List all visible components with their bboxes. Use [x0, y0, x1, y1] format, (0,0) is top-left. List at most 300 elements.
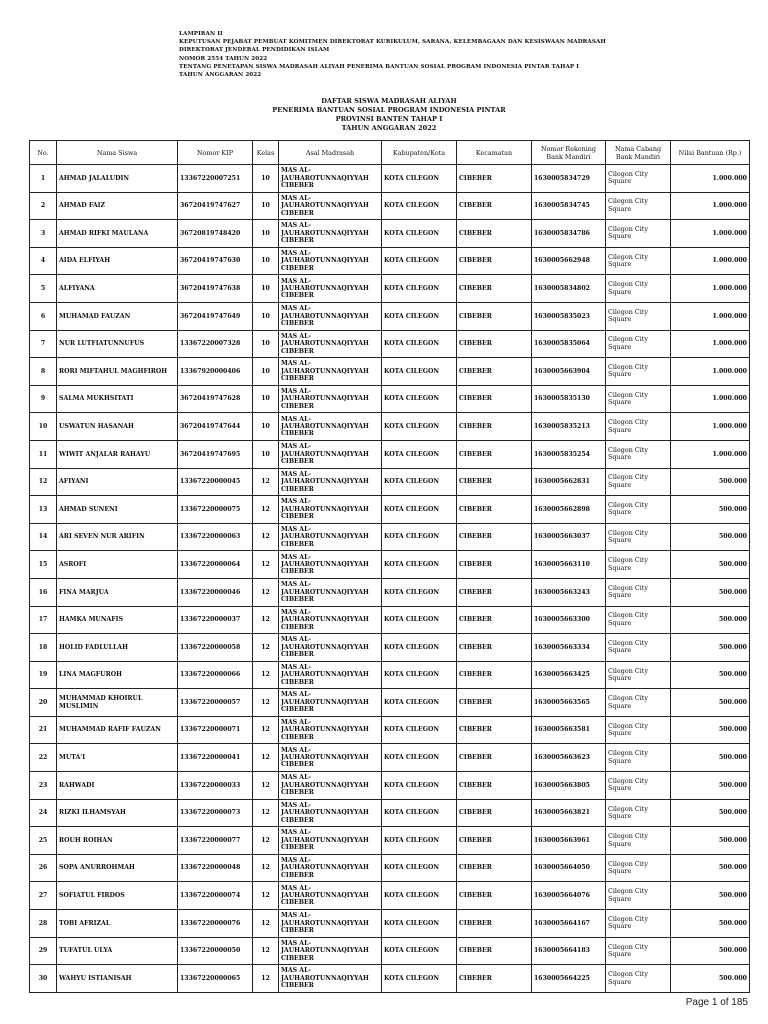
- cell-no: 8: [30, 358, 57, 386]
- cell-kecamatan: CIBEBER: [457, 385, 532, 413]
- madrasah-line: MAS AL-: [281, 581, 311, 589]
- cell-kip: 13367220000033: [178, 772, 253, 800]
- cabang-line: Square: [608, 729, 632, 738]
- cell-rekening: 1630005663805: [532, 772, 606, 800]
- cell-cabang: [606, 716, 671, 744]
- madrasah-line: CIBEBER: [281, 899, 314, 907]
- madrasah-line: CIBEBER: [281, 761, 314, 769]
- cell-kabupaten: KOTA CILEGON: [382, 634, 457, 662]
- madrasah-line: CIBEBER: [281, 182, 314, 189]
- cell-madrasah: [279, 744, 382, 772]
- cell-rekening: 1630005835130: [532, 385, 606, 413]
- cell-nama: WIWIT ANJALAR RAHAYU: [57, 440, 178, 468]
- cell-madrasah: [279, 275, 382, 303]
- cell-no: 9: [30, 385, 57, 413]
- madrasah-line: MAS AL-: [281, 967, 311, 975]
- cell-kecamatan: CIBEBER: [457, 606, 532, 634]
- cell-nilai: 500.000: [671, 965, 750, 993]
- cell-nama: AHMAD RIFKI MAULANA: [57, 220, 178, 248]
- cell-nilai: 1.000.000: [671, 385, 750, 413]
- table-row: [30, 772, 750, 800]
- table-row: [30, 302, 750, 330]
- cell-cabang: [606, 772, 671, 800]
- cabang-line: Square: [608, 370, 632, 379]
- madrasah-line: CIBEBER: [281, 237, 314, 245]
- madrasah-line: MAS AL-: [281, 553, 311, 561]
- madrasah-line: MAS AL-: [281, 636, 311, 644]
- cell-nama: MUHAMMAD RAFIF FAUZAN: [57, 716, 178, 744]
- cell-kabupaten: KOTA CILEGON: [382, 165, 457, 193]
- col-header-cabang: Nama Cabang Bank Mandiri: [606, 141, 671, 165]
- cabang-line: Cilegon City: [608, 418, 648, 427]
- cell-rekening: 1630005835213: [532, 413, 606, 441]
- cell-nama: LINA MAGFUROH: [57, 661, 178, 689]
- cabang-line: Cilegon City: [608, 638, 648, 647]
- cell-kelas: 12: [253, 496, 279, 524]
- cabang-line: Square: [608, 204, 632, 213]
- cell-kelas: 12: [253, 772, 279, 800]
- cell-nama: TUFATUL ULYA: [57, 937, 178, 965]
- table-row: [30, 551, 750, 579]
- cabang-line: Square: [608, 342, 632, 351]
- cell-kip: 36720819748420: [178, 220, 253, 248]
- cell-kelas: 12: [253, 744, 279, 772]
- madrasah-line: JAUHAROTUNNAQIYYAH: [281, 533, 369, 541]
- table-row: [30, 634, 750, 662]
- cabang-line: Square: [608, 756, 632, 765]
- cell-madrasah: [279, 772, 382, 800]
- cabang-line: Cilegon City: [608, 887, 648, 896]
- madrasah-line: JAUHAROTUNNAQIYYAH: [281, 726, 369, 734]
- cell-rekening: 1630005663623: [532, 744, 606, 772]
- cell-kabupaten: KOTA CILEGON: [382, 744, 457, 772]
- cell-kecamatan: CIBEBER: [457, 523, 532, 551]
- cell-kip: 13367220000075: [178, 496, 253, 524]
- cell-nama: AIDA ELFIYAH: [57, 247, 178, 275]
- cell-madrasah: [279, 606, 382, 634]
- cell-madrasah: [279, 661, 382, 689]
- cell-madrasah: [279, 247, 382, 275]
- cell-cabang: [606, 247, 671, 275]
- cell-nama: AHMAD FAIZ: [57, 192, 178, 220]
- cell-kip: 36720419747644: [178, 413, 253, 441]
- cell-kabupaten: KOTA CILEGON: [382, 854, 457, 882]
- cell-kip: 36720419747649: [178, 302, 253, 330]
- cell-kip: 13367220000057: [178, 689, 253, 717]
- table-row: [30, 744, 750, 772]
- cell-kelas: 10: [253, 275, 279, 303]
- madrasah-line: CIBEBER: [281, 733, 314, 741]
- cell-kip: 13367220007328: [178, 330, 253, 358]
- cell-no: 20: [30, 689, 57, 717]
- table-row: [30, 661, 750, 689]
- table-row: [30, 882, 750, 910]
- cabang-line: Cilegon City: [608, 970, 648, 979]
- cell-rekening: 1630005834802: [532, 275, 606, 303]
- cell-rekening: 1630005664183: [532, 937, 606, 965]
- cell-kabupaten: KOTA CILEGON: [382, 302, 457, 330]
- cabang-line: Square: [608, 453, 632, 462]
- cell-kelas: 12: [253, 634, 279, 662]
- madrasah-line: CIBEBER: [281, 347, 314, 355]
- cell-cabang: [606, 220, 671, 248]
- cabang-line: Cilegon City: [608, 280, 648, 289]
- cell-nama: ROUH ROIHAN: [57, 827, 178, 855]
- madrasah-line: CIBEBER: [281, 402, 314, 410]
- col-header-kip: Nomor KIP: [178, 141, 253, 165]
- header-line: TAHUN ANGGARAN 2022: [179, 71, 262, 78]
- cell-no: 26: [30, 854, 57, 882]
- cell-nilai: 1.000.000: [671, 302, 750, 330]
- cabang-line: Cilegon City: [608, 473, 648, 482]
- madrasah-line: CIBEBER: [281, 319, 314, 327]
- cabang-line: Square: [608, 646, 632, 655]
- madrasah-line: CIBEBER: [281, 292, 314, 300]
- cabang-line: Square: [608, 315, 632, 324]
- madrasah-line: CIBEBER: [281, 706, 314, 714]
- cell-cabang: [606, 330, 671, 358]
- cell-kelas: 10: [253, 330, 279, 358]
- cell-nilai: 500.000: [671, 523, 750, 551]
- cell-kabupaten: KOTA CILEGON: [382, 799, 457, 827]
- cell-nilai: 500.000: [671, 744, 750, 772]
- cabang-line: Cilegon City: [608, 583, 648, 592]
- cabang-line: Cilegon City: [608, 335, 648, 344]
- col-header-nilai: Nilai Bantuan (Rp.): [671, 141, 750, 165]
- cabang-line: Cilegon City: [608, 169, 648, 178]
- cabang-line: Cilegon City: [608, 611, 648, 620]
- cell-nilai: 500.000: [671, 689, 750, 717]
- cell-kecamatan: CIBEBER: [457, 220, 532, 248]
- cabang-line: Cilegon City: [608, 225, 648, 234]
- title-line: PROVINSI BANTEN TAHAP I: [335, 115, 443, 123]
- cell-kecamatan: CIBEBER: [457, 965, 532, 993]
- madrasah-line: JAUHAROTUNNAQIYYAH: [281, 643, 369, 651]
- madrasah-line: MAS AL-: [281, 167, 311, 175]
- cell-nama: FINA MARJUA: [57, 578, 178, 606]
- cell-no: 15: [30, 551, 57, 579]
- cell-nilai: 1.000.000: [671, 192, 750, 220]
- madrasah-line: MAS AL-: [281, 498, 311, 506]
- cell-kip: 36720419747628: [178, 385, 253, 413]
- cell-kip: 13367220000066: [178, 661, 253, 689]
- cell-kip: 13367920000406: [178, 358, 253, 386]
- cell-kecamatan: CIBEBER: [457, 192, 532, 220]
- cell-nama: HOLID FADLULLAH: [57, 634, 178, 662]
- cell-kabupaten: KOTA CILEGON: [382, 496, 457, 524]
- cell-cabang: [606, 854, 671, 882]
- cell-rekening: 1630005663904: [532, 358, 606, 386]
- cell-rekening: 1630005663821: [532, 799, 606, 827]
- cell-cabang: [606, 358, 671, 386]
- cabang-line: Cilegon City: [608, 859, 648, 868]
- cell-kip: 13367220000041: [178, 744, 253, 772]
- cell-rekening: 1630005663334: [532, 634, 606, 662]
- cell-no: 6: [30, 302, 57, 330]
- cabang-line: Cilegon City: [608, 942, 648, 951]
- table-row: [30, 358, 750, 386]
- cell-kelas: 12: [253, 551, 279, 579]
- cell-nilai: 500.000: [671, 606, 750, 634]
- cell-kip: 13367220000074: [178, 882, 253, 910]
- cell-kecamatan: CIBEBER: [457, 302, 532, 330]
- cell-kip: 13367220000045: [178, 468, 253, 496]
- cell-rekening: 1630005664225: [532, 965, 606, 993]
- cell-nama: MUHAMAD FAUZAN: [57, 302, 178, 330]
- header-line: NOMOR 2554 TAHUN 2022: [179, 55, 268, 62]
- cell-kabupaten: KOTA CILEGON: [382, 716, 457, 744]
- madrasah-line: MAS AL-: [281, 305, 311, 313]
- madrasah-line: JAUHAROTUNNAQIYYAH: [281, 616, 369, 624]
- cabang-line: Square: [608, 425, 632, 434]
- table-row: [30, 413, 750, 441]
- madrasah-line: JAUHAROTUNNAQIYYAH: [281, 781, 369, 789]
- cell-nilai: 500.000: [671, 937, 750, 965]
- cell-nilai: 500.000: [671, 716, 750, 744]
- table-row: [30, 689, 750, 717]
- cabang-line: Cilegon City: [608, 721, 648, 730]
- madrasah-line: MAS AL-: [281, 249, 311, 257]
- cabang-line: Square: [608, 563, 632, 572]
- cell-kecamatan: CIBEBER: [457, 440, 532, 468]
- cell-kecamatan: CIBEBER: [457, 165, 532, 193]
- cell-kabupaten: KOTA CILEGON: [382, 358, 457, 386]
- madrasah-line: CIBEBER: [281, 678, 314, 686]
- cell-nilai: 1.000.000: [671, 330, 750, 358]
- cell-kabupaten: KOTA CILEGON: [382, 468, 457, 496]
- cell-rekening: 1630005662831: [532, 468, 606, 496]
- cell-rekening: 1630005663961: [532, 827, 606, 855]
- cell-kelas: 10: [253, 192, 279, 220]
- cell-kelas: 12: [253, 965, 279, 993]
- table-row: [30, 937, 750, 965]
- madrasah-line: JAUHAROTUNNAQIYYAH: [281, 174, 369, 182]
- cell-kip: 36720419747695: [178, 440, 253, 468]
- cell-kip: 13367220000076: [178, 910, 253, 938]
- madrasah-line: MAS AL-: [281, 691, 311, 699]
- cell-cabang: [606, 523, 671, 551]
- table-row: [30, 247, 750, 275]
- madrasah-line: MAS AL-: [281, 939, 311, 947]
- table-row: [30, 578, 750, 606]
- cabang-line: Cilegon City: [608, 252, 648, 261]
- cell-kecamatan: CIBEBER: [457, 413, 532, 441]
- cell-rekening: 1630005663243: [532, 578, 606, 606]
- student-table: [29, 140, 750, 993]
- col-header-madrasah: Asal Madrasah: [279, 141, 382, 165]
- cell-kelas: 10: [253, 165, 279, 193]
- madrasah-line: CIBEBER: [281, 595, 314, 603]
- cell-kecamatan: CIBEBER: [457, 689, 532, 717]
- cell-kelas: 12: [253, 606, 279, 634]
- cell-madrasah: [279, 910, 382, 938]
- cell-no: 25: [30, 827, 57, 855]
- cell-kecamatan: CIBEBER: [457, 358, 532, 386]
- madrasah-line: MAS AL-: [281, 222, 311, 230]
- cell-kecamatan: CIBEBER: [457, 827, 532, 855]
- document-header: [179, 30, 649, 79]
- cell-no: 4: [30, 247, 57, 275]
- cell-kecamatan: CIBEBER: [457, 910, 532, 938]
- table-row: [30, 468, 750, 496]
- cell-cabang: [606, 468, 671, 496]
- cell-no: 14: [30, 523, 57, 551]
- madrasah-line: JAUHAROTUNNAQIYYAH: [281, 395, 369, 403]
- cell-nama: MUTA'I: [57, 744, 178, 772]
- cell-kabupaten: KOTA CILEGON: [382, 882, 457, 910]
- cell-cabang: [606, 606, 671, 634]
- cell-kelas: 12: [253, 468, 279, 496]
- madrasah-line: MAS AL-: [281, 415, 311, 423]
- madrasah-line: JAUHAROTUNNAQIYYAH: [281, 229, 369, 237]
- cell-kip: 36720419747630: [178, 247, 253, 275]
- madrasah-line: JAUHAROTUNNAQIYYAH: [281, 450, 369, 458]
- cell-kabupaten: KOTA CILEGON: [382, 937, 457, 965]
- cell-no: 23: [30, 772, 57, 800]
- madrasah-line: MAS AL-: [281, 857, 311, 865]
- madrasah-line: MAS AL-: [281, 360, 311, 368]
- cell-kip: 36720419747627: [178, 192, 253, 220]
- cell-kecamatan: CIBEBER: [457, 578, 532, 606]
- madrasah-line: JAUHAROTUNNAQIYYAH: [281, 892, 369, 900]
- cell-rekening: 1630005835254: [532, 440, 606, 468]
- table-row: [30, 606, 750, 634]
- header-line: KEPUTUSAN PEJABAT PEMBUAT KOMITMEN DIREKTORAT KURIKULUM, SARANA, KELEMBAGAAN DAN KESISWAAN MADRASAH: [179, 39, 606, 46]
- cell-no: 10: [30, 413, 57, 441]
- madrasah-line: JAUHAROTUNNAQIYYAH: [281, 919, 369, 927]
- madrasah-line: CIBEBER: [281, 651, 314, 659]
- cell-kecamatan: CIBEBER: [457, 551, 532, 579]
- cell-no: 17: [30, 606, 57, 634]
- table-row: [30, 910, 750, 938]
- cell-kecamatan: CIBEBER: [457, 799, 532, 827]
- table-row: [30, 385, 750, 413]
- cell-kip: 13367220000071: [178, 716, 253, 744]
- cell-kelas: 10: [253, 358, 279, 386]
- cell-madrasah: [279, 385, 382, 413]
- madrasah-line: JAUHAROTUNNAQIYYAH: [281, 809, 369, 817]
- cell-nama: NUR LUTFIATUNNUFUS: [57, 330, 178, 358]
- madrasah-line: JAUHAROTUNNAQIYYAH: [281, 560, 369, 568]
- cell-cabang: [606, 882, 671, 910]
- cell-nama: RAHWADI: [57, 772, 178, 800]
- madrasah-line: JAUHAROTUNNAQIYYAH: [281, 367, 369, 375]
- madrasah-line: JAUHAROTUNNAQIYYAH: [281, 478, 369, 486]
- page-number: Page 1 of 185: [685, 997, 748, 1008]
- cabang-line: Square: [608, 480, 632, 489]
- cell-cabang: [606, 910, 671, 938]
- cabang-line: Cilegon City: [608, 556, 648, 565]
- table-row: [30, 192, 750, 220]
- cell-cabang: [606, 799, 671, 827]
- cell-madrasah: [279, 330, 382, 358]
- cell-nilai: 500.000: [671, 468, 750, 496]
- cabang-line: Cilegon City: [608, 694, 648, 703]
- cell-kip: 13367220000050: [178, 937, 253, 965]
- cell-kecamatan: CIBEBER: [457, 247, 532, 275]
- cell-rekening: 1630005835023: [532, 302, 606, 330]
- cell-cabang: [606, 744, 671, 772]
- madrasah-line: MAS AL-: [281, 470, 311, 478]
- cell-no: 30: [30, 965, 57, 993]
- madrasah-line: MAS AL-: [281, 774, 311, 782]
- cell-madrasah: [279, 440, 382, 468]
- cabang-line: Cilegon City: [608, 501, 648, 510]
- cell-madrasah: [279, 716, 382, 744]
- cell-nama: SOPA ANURROHMAH: [57, 854, 178, 882]
- cell-no: 5: [30, 275, 57, 303]
- cabang-line: Square: [608, 673, 632, 682]
- cell-cabang: [606, 965, 671, 993]
- cell-nama: SOFIATUL FIRDOS: [57, 882, 178, 910]
- table-row: [30, 440, 750, 468]
- madrasah-line: MAS AL-: [281, 443, 311, 451]
- madrasah-line: MAS AL-: [281, 829, 311, 837]
- cabang-line: Cilegon City: [608, 914, 648, 923]
- cell-nilai: 500.000: [671, 661, 750, 689]
- cabang-line: Cilegon City: [608, 445, 648, 454]
- madrasah-line: CIBEBER: [281, 982, 314, 990]
- cell-rekening: 1630005662948: [532, 247, 606, 275]
- title-line: TAHUN ANGGARAN 2022: [341, 124, 437, 132]
- cell-nama: ASROFI: [57, 551, 178, 579]
- cell-madrasah: [279, 882, 382, 910]
- cell-nilai: 1.000.000: [671, 413, 750, 441]
- cell-kip: 13367220000077: [178, 827, 253, 855]
- cell-kecamatan: CIBEBER: [457, 496, 532, 524]
- cell-madrasah: [279, 937, 382, 965]
- cabang-line: Cilegon City: [608, 776, 648, 785]
- cell-kabupaten: KOTA CILEGON: [382, 192, 457, 220]
- madrasah-line: CIBEBER: [281, 513, 314, 521]
- cell-rekening: 1630005835064: [532, 330, 606, 358]
- cell-madrasah: [279, 551, 382, 579]
- madrasah-line: JAUHAROTUNNAQIYYAH: [281, 202, 369, 210]
- cell-kabupaten: KOTA CILEGON: [382, 247, 457, 275]
- cell-kip: 13367220000065: [178, 965, 253, 993]
- cabang-line: Square: [608, 398, 632, 407]
- cabang-line: Square: [608, 811, 632, 820]
- cell-madrasah: [279, 854, 382, 882]
- col-header-kelas: Kelas: [253, 141, 279, 165]
- cell-rekening: 1630005664076: [532, 882, 606, 910]
- cell-nama: HAMKA MUNAFIS: [57, 606, 178, 634]
- col-header-rekening: Nomor Rekening Bank Mandiri: [532, 141, 606, 165]
- cabang-line: Square: [608, 232, 632, 241]
- cell-cabang: [606, 551, 671, 579]
- cell-cabang: [606, 302, 671, 330]
- cell-kabupaten: KOTA CILEGON: [382, 523, 457, 551]
- cell-kelas: 12: [253, 882, 279, 910]
- cell-nilai: 500.000: [671, 496, 750, 524]
- cell-no: 11: [30, 440, 57, 468]
- cabang-line: Square: [608, 618, 632, 627]
- madrasah-line: CIBEBER: [281, 789, 314, 797]
- table-row: [30, 275, 750, 303]
- cell-madrasah: [279, 358, 382, 386]
- cell-madrasah: [279, 689, 382, 717]
- cell-kabupaten: KOTA CILEGON: [382, 772, 457, 800]
- col-header-nama: Nama Siswa: [57, 141, 178, 165]
- cell-kecamatan: CIBEBER: [457, 661, 532, 689]
- cell-kip: 13367220000073: [178, 799, 253, 827]
- cell-kabupaten: KOTA CILEGON: [382, 220, 457, 248]
- cell-kabupaten: KOTA CILEGON: [382, 385, 457, 413]
- madrasah-line: CIBEBER: [281, 209, 314, 217]
- madrasah-line: MAS AL-: [281, 801, 311, 809]
- cell-nilai: 1.000.000: [671, 358, 750, 386]
- madrasah-line: JAUHAROTUNNAQIYYAH: [281, 671, 369, 679]
